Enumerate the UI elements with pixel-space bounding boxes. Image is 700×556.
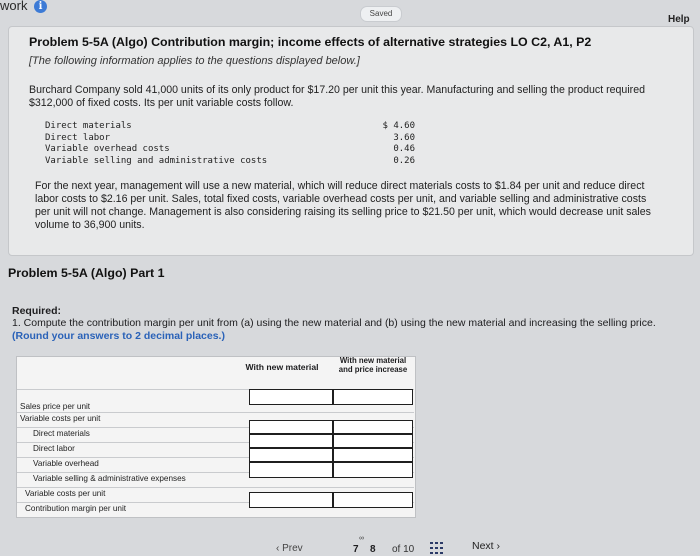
cost-row: [45, 156, 415, 168]
cost-row: [45, 133, 415, 145]
input-sales-price-new-material[interactable]: [249, 389, 333, 405]
input-direct-labor-new-material[interactable]: [249, 434, 333, 448]
problem-info-box: [8, 26, 694, 256]
row-label: Variable costs per unit: [20, 414, 101, 423]
required-label: Required:: [12, 305, 62, 317]
input-variable-overhead-new-material[interactable]: [249, 448, 333, 462]
input-sales-price-price-increase[interactable]: [333, 389, 413, 405]
top-bar: [0, 0, 700, 25]
cost-label: Variable overhead costs: [45, 144, 170, 154]
cost-label: Direct labor: [45, 132, 111, 143]
cost-value: $ 4.60: [382, 121, 415, 131]
cost-label: Variable selling and administrative costs: [45, 155, 268, 166]
problem-title: Problem 5-5A (Algo) Contribution margin; income effects of alternative strategies LO C2, A1, P2: [29, 35, 592, 49]
prev-label: Prev: [282, 543, 303, 554]
row-label: Direct materials: [33, 429, 90, 438]
cost-row: [45, 121, 415, 133]
row-label: Direct labor: [33, 444, 75, 453]
cost-value: 0.26: [393, 155, 415, 166]
cost-row: [45, 144, 415, 156]
input-direct-materials-price-increase[interactable]: [333, 420, 413, 434]
page-number-current[interactable]: 8: [370, 544, 376, 555]
input-direct-materials-new-material[interactable]: [249, 420, 333, 434]
bottom-navigation: [0, 530, 700, 556]
column-header-new-material: With new material: [245, 362, 319, 372]
grid-icon[interactable]: [430, 542, 444, 554]
variable-costs-list: [45, 121, 415, 167]
chevron-left-icon: ‹: [276, 543, 283, 554]
row-label: Variable selling & administrative expenses: [33, 474, 186, 483]
cost-label: Direct materials: [45, 121, 132, 131]
help-link[interactable]: Help: [668, 14, 690, 25]
required-instruction: 1. Compute the contribution margin per unit from (a) using the new material and (b) using the new material and increasing the selling price.: [12, 317, 656, 329]
cost-value: 0.46: [393, 144, 415, 154]
next-button[interactable]: [472, 540, 500, 552]
part-title: Problem 5-5A (Algo) Part 1: [8, 266, 165, 280]
page-total: of 10: [392, 544, 415, 555]
row-label: Variable overhead: [33, 459, 99, 468]
input-contribution-margin-price-increase[interactable]: [333, 492, 413, 508]
input-variable-overhead-price-increase[interactable]: [333, 448, 413, 462]
input-variable-selling-price-increase[interactable]: [333, 462, 413, 478]
input-direct-labor-price-increase[interactable]: [333, 434, 413, 448]
work-label: work: [0, 0, 28, 13]
required-text: [12, 317, 672, 343]
row-label: Sales price per unit: [20, 402, 91, 411]
page-number-prev[interactable]: 7: [353, 544, 359, 555]
input-variable-selling-new-material[interactable]: [249, 462, 333, 478]
next-label: Next: [472, 540, 494, 552]
row-label: Variable costs per unit: [25, 489, 106, 498]
problem-paragraph-2: For the next year, management will use a new material, which will reduce direct materials costs to $1.84 per unit and reduce direct labor costs to $2.16 per unit. Sales, total fixed costs, variable overhead costs per unit, and variable selling and administrative costs per unit will not change. Management is also considering raising its selling price to $21.50 per unit, which would decrease unit sales volume to 36,900 units.: [35, 180, 651, 231]
chevron-right-icon: ›: [493, 540, 501, 552]
cost-value: 3.60: [393, 132, 415, 143]
problem-paragraph-1: Burchard Company sold 41,000 units of its only product for $17.20 per unit this year. Manufacturing and selling the product required $312,000 of fixed costs. Its per unit variable costs follow.: [29, 84, 645, 109]
info-icon[interactable]: i: [34, 0, 47, 13]
row-label: Contribution margin per unit: [25, 504, 127, 513]
problem-subtitle: [The following information applies to the questions displayed below.]: [29, 55, 360, 67]
input-contribution-margin-new-material[interactable]: [249, 492, 333, 508]
prev-button[interactable]: [276, 543, 303, 554]
saved-status-badge: Saved: [360, 6, 402, 22]
rounding-note: (Round your answers to 2 decimal places.): [12, 330, 225, 342]
link-icon: ∞: [359, 535, 364, 542]
column-header-new-material-price-increase: With new material and price increase: [338, 356, 408, 374]
